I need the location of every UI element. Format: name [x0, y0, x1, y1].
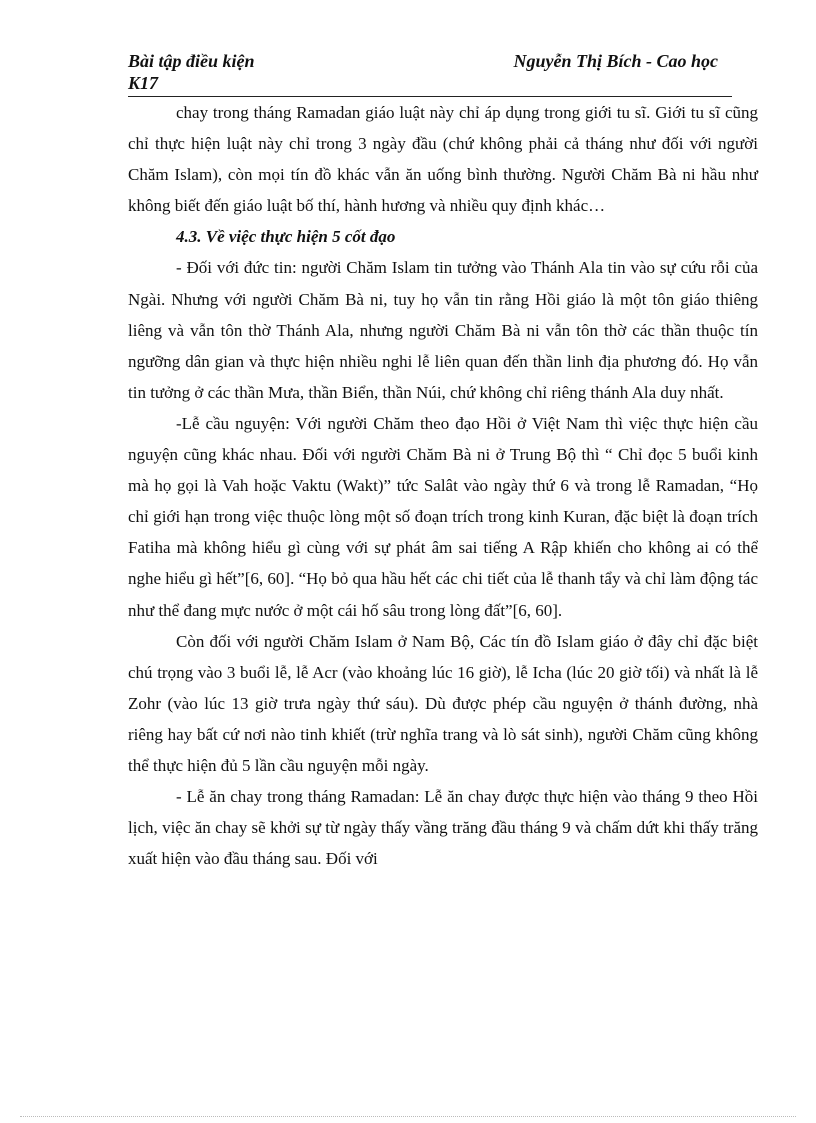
header-course-title: Bài tập điều kiện — [128, 51, 255, 71]
paragraph-4: Còn đối với người Chăm Islam ở Nam Bộ, Các tín đồ Islam giáo ở đây chỉ đặc biệt chú trọng vào 3 buổi lễ, lễ Acr (vào khoảng lúc 16 giờ), lễ Icha (lúc 20 giờ tối) và nhất là lễ Zohr (vào lúc 13 giờ trưa ngày thứ sáu). Dù được phép cầu nguyện ở thánh đường, nhà riêng hay bất cứ nơi nào tinh khiết (trừ nghĩa trang và lò sát sinh), người Chăm cũng không thể thực hiện đủ 5 lần cầu nguyện mỗi ngày. — [128, 631, 758, 775]
header-course-code: K17 — [128, 73, 159, 93]
page-header — [128, 50, 732, 96]
header-author: Nguyễn Thị Bích - Cao học — [513, 51, 718, 71]
paragraph-1: chay trong tháng Ramadan giáo luật này chỉ áp dụng trong giới tu sĩ. Giới tu sĩ cũng chỉ thực hiện luật này chỉ trong 3 ngày đầu (chứ không phải cả tháng như đối với người Chăm Islam), còn mọi tín đồ khác vẫn ăn uống bình thường. Người Chăm Bà ni hầu như không biết đến giáo luật bố thí, hành hương và nhiều quy định khác… — [128, 103, 758, 216]
paragraph-2: - Đối với đức tin: người Chăm Islam tin tưởng vào Thánh Ala tin vào sự cứu rỗi của Ngài. Nhưng với người Chăm Bà ni, tuy họ vẫn tin rằng Hồi giáo là một tôn giáo thiêng liêng và vẫn tôn thờ Thánh Ala, nhưng người Chăm Bà ni vẫn tôn thờ các thần thuộc tín ngưỡng dân gian và thực hiện nhiều nghi lễ liên quan đến thần linh địa phương đó. Họ vẫn tin tưởng ở các thần Mưa, thần Biển, thần Núi, chứ không chỉ riêng thánh Ala duy nhất. — [128, 258, 758, 402]
footer-divider — [20, 1116, 796, 1117]
document-body — [128, 97, 758, 874]
paragraph-3: -Lễ cầu nguyện: Với người Chăm theo đạo Hồi ở Việt Nam thì việc thực hiện cầu nguyện cũng khác nhau. Đối với người Chăm Bà ni ở Trung Bộ thì “ Chỉ đọc 5 buổi kinh mà họ gọi là Vah hoặc Vaktu (Wakt)” tức Salât vào ngày thứ 6 và trong lễ Ramadan, “Họ chỉ giới hạn trong việc thuộc lòng một số đoạn trích trong kinh Kuran, đặc biệt là đoạn trích Fatiha mà không hiểu gì cùng với sự phát âm sai tiếng A Rập khiến cho không ai có thể nghe hiểu gì hết”[6, 60]. “Họ bỏ qua hầu hết các chi tiết của lễ thanh tẩy và chỉ làm động tác như thể đang mực nước ở một cái hố sâu trong lòng đất”[6, 60]. — [128, 413, 758, 620]
section-heading: 4.3. Về việc thực hiện 5 cốt đạo — [176, 227, 396, 247]
paragraph-5: - Lễ ăn chay trong tháng Ramadan: Lễ ăn chay được thực hiện vào tháng 9 theo Hồi lịch, việc ăn chay sẽ khởi sự từ ngày thấy vầng trăng đầu tháng 9 và chấm dứt khi thấy trăng xuất hiện vào đầu tháng sau. Đối với — [128, 787, 758, 869]
